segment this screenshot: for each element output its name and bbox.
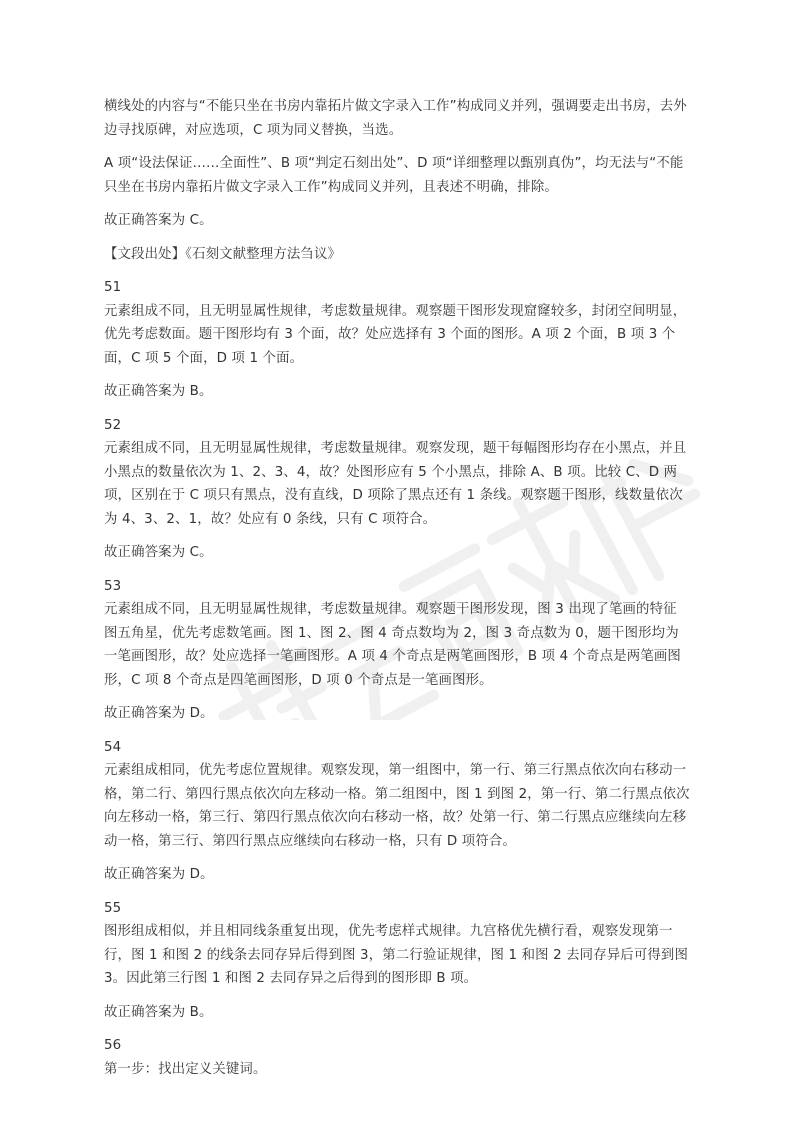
question-answer: 故正确答案为 B。 (104, 384, 213, 399)
question-number: 53 (104, 578, 122, 594)
paragraph-explanation: 横线处的内容与“不能只坐在书房内靠拓片做文字录入工作”构成同义并列，强调要走出书房，去外边寻找原碑，对应选项，C 项为同义替换，当选。 (104, 99, 687, 138)
document-body (104, 95, 690, 1081)
paragraph-exclusion: A 项“设法保证……全面性”、B 项“判定石刻出处”、D 项“详细整理以甄别真伪”，均无法与“不能只坐在书房内靠拓片做文字录入工作”构成同义并列，且表述不明确，排除。 (104, 156, 684, 195)
question-51 (104, 276, 690, 404)
question-explanation: 图形组成相似，并且相同线条重复出现，优先考虑样式规律。九宫格优先横行看，观察发现第一行，图 1 和图 2 的线条去同存异后得到图 3，第二行验证规律，图 1 和图 2 去同存异后可得到图 3。因此第三行图 1 和图 2 去同存异之后得到的图形即 B 项。 (104, 924, 689, 986)
question-number: 55 (104, 900, 122, 916)
question-answer: 故正确答案为 C。 (104, 545, 213, 560)
question-answer: 故正确答案为 D。 (104, 867, 214, 882)
question-53 (104, 575, 690, 726)
question-number: 52 (104, 417, 122, 433)
question-54 (104, 736, 690, 887)
question-answer: 故正确答案为 B。 (104, 1004, 213, 1020)
question-number: 56 (104, 1038, 122, 1053)
question-52 (104, 414, 690, 565)
question-56 (104, 1034, 690, 1081)
question-explanation: 元素组成不同，且无明显属性规律，考虑数量规律。观察题干图形发现窟窿较多，封闭空间明显，优先考虑数面。题干图形均有 3 个面，故？处应选择有 3 个面的图形。A 项 2 个面，B 项 3 个面，C 项 5 个面，D 项 1 个面。 (104, 303, 687, 366)
question-explanation: 第一步：找出定义关键词。 (104, 1061, 267, 1077)
question-answer: 故正确答案为 D。 (104, 706, 214, 721)
question-number: 51 (104, 280, 122, 295)
question-explanation: 元素组成不同，且无明显属性规律，考虑数量规律。观察发现，题干每幅图形均存在小黑点，并且小黑点的数量依次为 1、2、3、4，故？处图形应有 5 个小黑点，排除 A、B 项。比较 C、D 两项，区别在于 C 项只有黑点，没有直线，D 项除了黑点还有 1 条线。观察题干图形，线数量依次为 4、3、2、1，故？处应有 0 条线，只有 C 项符合。 (104, 441, 687, 527)
paragraph-answer: 故正确答案为 C。 (104, 213, 213, 228)
question-explanation: 元素组成不同，且无明显属性规律，考虑数量规律。观察题干图形发现，图 3 出现了笔画的特征图五角星，优先考虑数笔画。图 1、图 2、图 4 奇点数均为 2，图 3 奇点数为 0，题干图形均为一笔画图形，故？处应选择一笔画图形。A 项 4 个奇点是两笔画图形，B 项 4 个奇点是两笔画图形，C 项 8 个奇点是四笔画图形，D 项 0 个奇点是一笔画图形。 (104, 602, 681, 688)
paragraph-source: 【文段出处】《石刻文献整理方法刍议》 (104, 246, 342, 262)
question-55 (104, 897, 690, 1025)
question-number: 54 (104, 739, 122, 755)
question-explanation: 元素组成相同，优先考虑位置规律。观察发现，第一组图中，第一行、第三行黑点依次向右移动一格，第二行、第四行黑点依次向左移动一格。第二组图中，图 1 到图 2，第一行、第二行黑点依次向左移动一格，第三行、第四行黑点依次向右移动一格，故？处第一行、第二行黑点应继续向左移动一格，第三行、第四行黑点应继续向右移动一格，只有 D 项符合。 (104, 763, 690, 849)
